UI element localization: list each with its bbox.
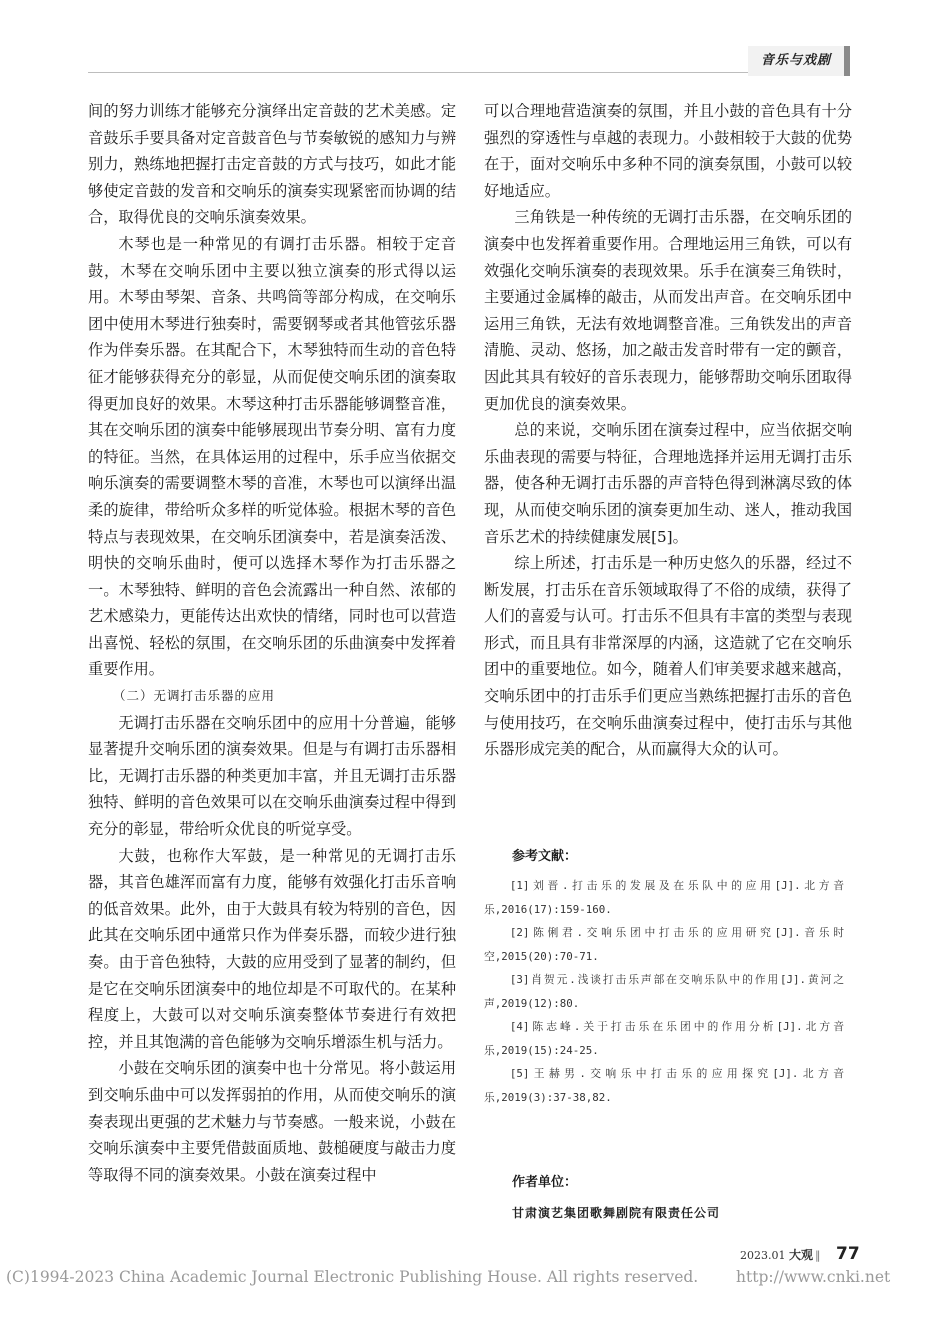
reference-item: [4]陈志峰.关于打击乐在乐团中的作用分析[J].北方音乐,2019(15):24-25. xyxy=(484,1020,844,1057)
body-paragraph: 大鼓，也称作大军鼓，是一种常见的无调打击乐器，其音色雄浑而富有力度，能够有效强化打击乐音响的低音效果。此外，由于大鼓具有较为特别的音色，因此其在交响乐团中通常只作为伴奏乐器，而较少进行独奏。由于音色独特，大鼓的应用受到了显著的制约，但是它在交响乐团演奏中的地位却是不可取代的。在某种程度上，大鼓可以对交响乐演奏整体节奏进行有效把控，并且其饱满的音色能够为交响乐增添生机与活力。 xyxy=(88,846,456,1051)
references xyxy=(484,848,844,1109)
author-unit-title: 作者单位： xyxy=(512,1175,578,1190)
reference-list xyxy=(484,874,844,1109)
body-paragraph: 综上所述，打击乐是一种历史悠久的乐器，经过不断发展，打击乐在音乐领域取得了不俗的成绩，获得了人们的喜爱与认可。打击乐不但具有丰富的类型与表现形式，而且具有非常深厚的内涵，这造就了它在交响乐团中的重要地位。如今，随着人们审美要求越来越高，交响乐团中的打击乐手们更应当熟练把握打击乐的音色与使用技巧，在交响乐曲演奏过程中，使打击乐与其他乐器形成完美的配合，从而赢得大众的认可。 xyxy=(484,554,852,759)
body-paragraph: 三角铁是一种传统的无调打击乐器，在交响乐团的演奏中也发挥着重要作用。合理地运用三角铁，可以有效强化交响乐演奏的表现效果。乐手在演奏三角铁时，主要通过金属棒的敲击，从而发出声音。在交响乐团中运用三角铁，无法有效地调整音准。三角铁发出的声音清脆、灵动、悠扬，加之敲击发音时带有一定的颤音，因此其具有较好的音乐表现力，能够帮助交响乐团取得更加优良的演奏效果。 xyxy=(484,208,852,413)
body-paragraph: 小鼓在交响乐团的演奏中也十分常见。将小鼓运用到交响乐曲中可以发挥弱拍的作用，从而使交响乐的演奏表现出更强的艺术魅力与节奏感。一般来说，小鼓在交响乐演奏中主要凭借鼓面质地、鼓槌硬度与敲击力度等取得不同的演奏效果。小鼓在演奏过程中 xyxy=(88,1059,456,1184)
divider-bars: ‖ xyxy=(815,1249,821,1262)
left-column xyxy=(88,98,456,1188)
body-paragraph: 总的来说，交响乐团在演奏过程中，应当依据交响乐曲表现的需要与特征，合理地选择并运用无调打击乐器，使各种无调打击乐器的声音特色得到淋漓尽致的体现，从而使交响乐团的演奏更加生动、迷人，推动我国音乐艺术的持续健康发展[5]。 xyxy=(484,421,852,546)
author-unit xyxy=(484,1174,844,1222)
reference-item: [3]肖贺元.浅谈打击乐声部在交响乐队中的作用[J].黄河之声,2019(12):80. xyxy=(484,973,844,1010)
copyright-url: http://www.cnki.net xyxy=(736,1268,891,1286)
magazine-name: 大观 xyxy=(789,1248,814,1262)
header-rule xyxy=(88,72,840,73)
section-label: 音乐与戏剧 xyxy=(748,46,850,76)
reference-item: [2]陈俐君.交响乐团中打击乐的应用研究[J].音乐时空,2015(20):70-71. xyxy=(484,926,844,963)
page-number: 77 xyxy=(836,1244,860,1264)
body-paragraph: 间的努力训练才能够充分演绎出定音鼓的艺术美感。定音鼓乐手要具备对定音鼓音色与节奏敏锐的感知力与辨别力，熟练地把握打击定音鼓的方式与技巧，如此才能够使定音鼓的发音和交响乐的演奏实现紧密而协调的结合，取得优良的交响乐演奏效果。 xyxy=(88,102,456,227)
body-paragraph: 木琴也是一种常见的有调打击乐器。相较于定音鼓，木琴在交响乐团中主要以独立演奏的形式得以运用。木琴由琴架、音条、共鸣筒等部分构成，在交响乐团中使用木琴进行独奏时，需要钢琴或者其他管弦乐器作为伴奏乐器。在其配合下，木琴独特而生动的音色特征才能够获得充分的彰显，从而促使交响乐团的演奏取得更加良好的效果。木琴这种打击乐器能够调整音准，其在交响乐团的演奏中能够展现出节奏分明、富有力度的特征。当然，在具体运用的过程中，乐手应当依据交响乐演奏的需要调整木琴的音准，木琴也可以演绎出温柔的旋律，带给听众多样的听觉体验。根据木琴的音色特点与表现效果，在交响乐团演奏中，若是演奏活泼、明快的交响乐曲时，便可以选择木琴作为打击乐器之一。木琴独特、鲜明的音色会流露出一种自然、浓郁的艺术感染力，更能传达出欢快的情绪，同时也可以营造出喜悦、轻松的氛围，在交响乐团的乐曲演奏中发挥着重要作用。 xyxy=(88,234,456,679)
body-paragraph: 可以合理地营造演奏的氛围，并且小鼓的音色具有十分强烈的穿透性与卓越的表现力。小鼓相较于大鼓的优势在于，面对交响乐中多种不同的演奏氛围，小鼓可以较好地适应。 xyxy=(484,102,852,200)
reference-item: [5]王赫男.交响乐中打击乐的应用探究[J].北方音乐,2019(3):37-38,82. xyxy=(484,1067,844,1104)
right-column xyxy=(484,98,852,763)
author-unit-value: 甘肃演艺集团歌舞剧院有限责任公司 xyxy=(512,1206,721,1220)
page-footer xyxy=(740,1244,860,1264)
copyright-text: (C)1994-2023 China Academic Journal Electronic Publishing House. All rights reserved. xyxy=(6,1268,699,1286)
issue-date: 2023.01 xyxy=(740,1249,786,1262)
reference-item: [1]刘晋.打击乐的发展及在乐队中的应用[J].北方音乐,2016(17):159-160. xyxy=(484,879,844,916)
copyright-line xyxy=(6,1268,946,1286)
references-title: 参考文献： xyxy=(512,849,578,864)
section-heading: （二）无调打击乐器的应用 xyxy=(113,688,276,704)
body-paragraph: 无调打击乐器在交响乐团中的应用十分普遍，能够显著提升交响乐团的演奏效果。但是与有调打击乐器相比，无调打击乐器的种类更加丰富，并且无调打击乐器独特、鲜明的音色效果可以在交响乐曲演奏过程中得到充分的彰显，带给听众优良的听觉享受。 xyxy=(88,713,456,839)
